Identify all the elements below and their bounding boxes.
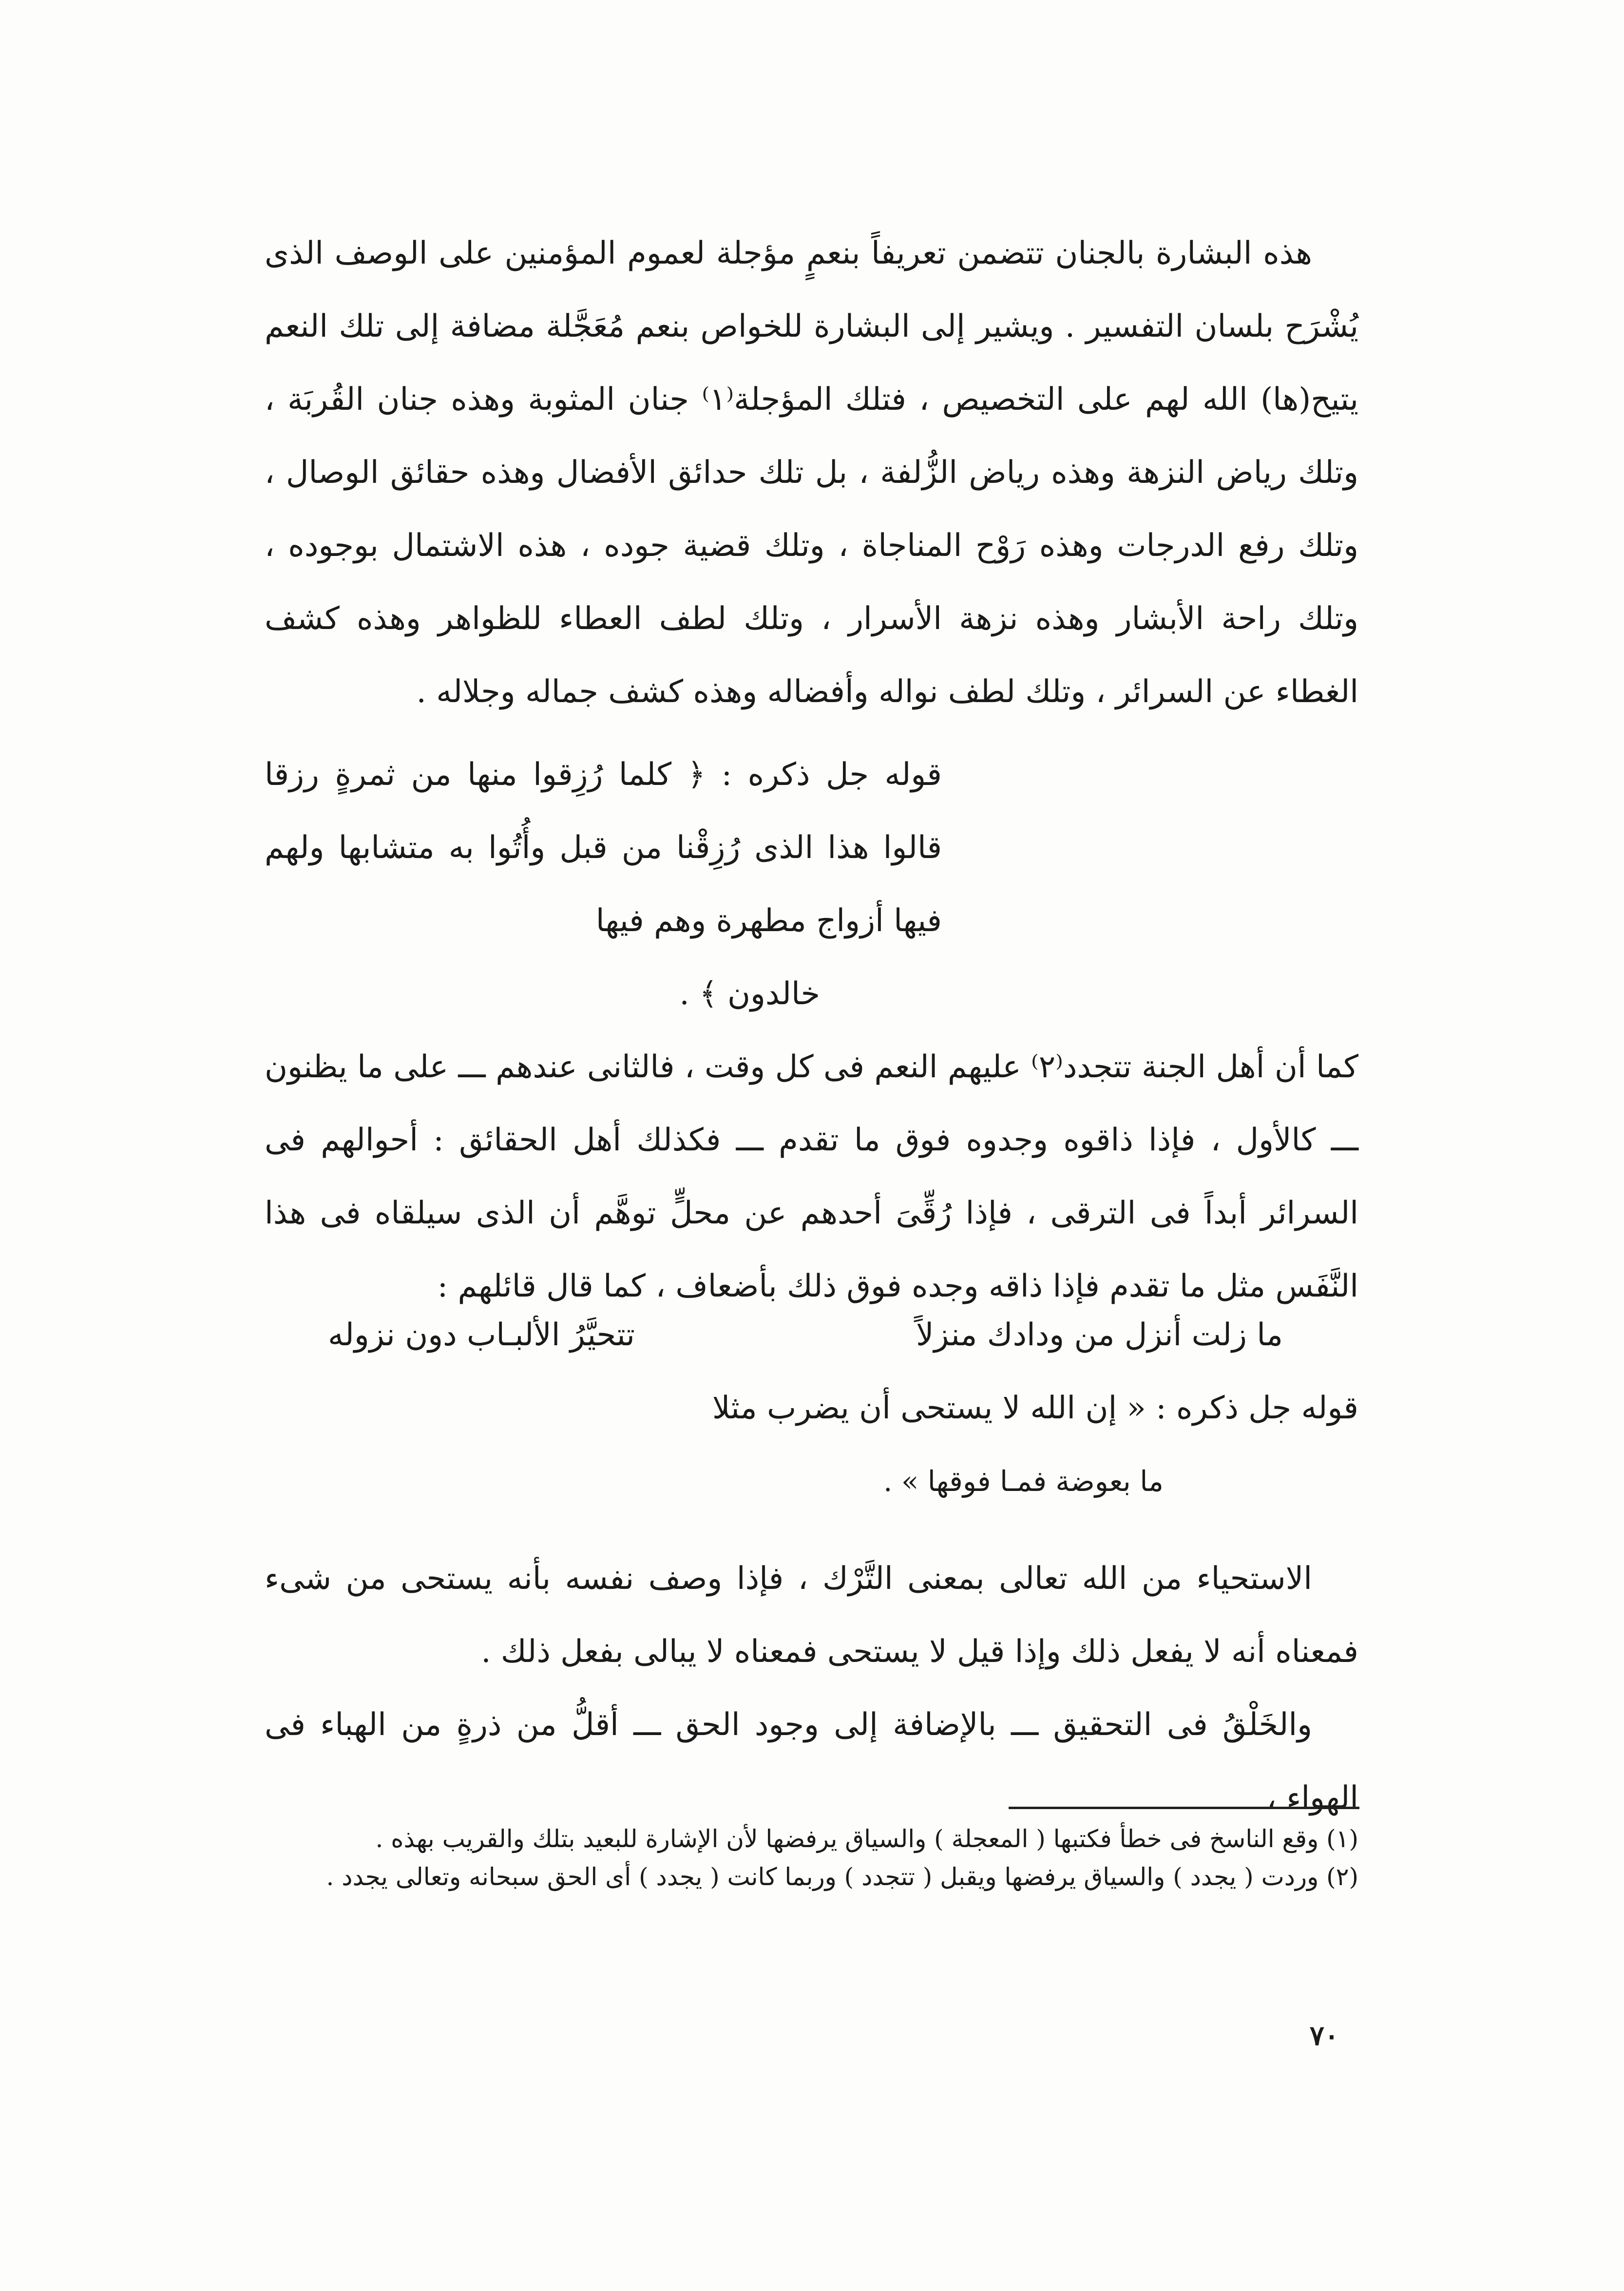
verse-2-line-2: ما بعوضة فمـا فوقها » . [883, 1465, 1164, 1498]
poetry-hemistich-2: تتحيَّرُ الألبـاب دون نزوله [328, 1317, 635, 1353]
footnote-divider [1009, 1807, 1359, 1809]
quran-verse-1 [265, 738, 942, 1031]
intro-paragraph: هذه البشارة بالجنان تتضمن تعريفاً بنعمٍ مؤجلة لعموم المؤمنين على الوصف الذى يُشْرَح بلسان التفسير . ويشير إلى البشارة للخواص بنعم مُعَجَّلة مضافة إلى تلك النعم يتيح(ها) الله لهم على التخصيص ، فتلك المؤجلة⁽١⁾ جنان المثوبة وهذه جنان القُربَة ، وتلك رياض النزهة وهذه رياض الزُّلفة ، بل تلك حدائق الأفضال وهذه حقائق الوصال ، وتلك رفع الدرجات وهذه رَوْح المناجاة ، وتلك قضية جوده ، هذه الاشتمال بوجوده ، وتلك راحة الأبشار وهذه نزهة الأسرار ، وتلك لطف العطاء للظواهر وهذه كشف الغطاء عن السرائر ، وتلك لطف نواله وأفضاله وهذه كشف جماله وجلاله . [265, 235, 1358, 710]
poetry-hemistich-1: ما زلت أنزل من ودادك منزلاً [916, 1317, 1283, 1353]
page-number: ٧٠ [1309, 2020, 1339, 2052]
verse-1-line-1: قوله جل ذكره : ﴿ كلما رُزِقوا منها من ثمرةٍ رزقا قالوا [265, 757, 942, 866]
verse-2-line-1: قوله جل ذكره : « إن الله لا يستحى أن يضرب مثلا [712, 1390, 1358, 1426]
verse-1-line-4: خالدون ﴾ . [679, 976, 820, 1012]
verse-1-line-3: متشابها ولهم فيها أزواج مطهرة وهم فيها [265, 830, 942, 939]
quran-verse-2 [265, 1372, 1358, 1518]
footnotes [265, 1820, 1358, 1896]
commentary-paragraph-3: الاستحياء من الله تعالى بمعنى التَّرْك ، فإذا وصف نفسه بأنه يستحى من شىء فمعناه أنه لا يفعل ذلك وإذا قيل لا يستحى فمعناه لا يبالى بفعل ذلك . [265, 1561, 1358, 1670]
footnote-1: (١) وقع الناسخ فى خطأ فكتبها ( المعجلة ) والسياق يرفضها لأن الإشارة للبعيد بتلك والقريب بهذه . [375, 1825, 1358, 1853]
footnote-2: (٢) وردت ( يجدد ) والسياق يرفضها ويقبل ( تتجدد ) وربما كانت ( يجدد ) أى الحق سبحانه وتعالى يجدد . [326, 1863, 1358, 1891]
commentary-paragraph-4: والخَلْقُ فى التحقيق ـــ بالإضافة إلى وجود الحق ـــ أقلُّ من ذرةٍ من الهباء فى الهواء ، [265, 1707, 1358, 1816]
verse-1-line-2: هذا الذى رُزِقْنا من قبل وأُتُوا به [448, 830, 869, 866]
commentary-paragraph-2: كما أن أهل الجنة تتجدد⁽٢⁾ عليهم النعم فى كل وقت ، فالثانى عندهم ـــ على ما يظنون ـــ كالأول ، فإذا ذاقوه وجدوه فوق ما تقدم ـــ فكذلك أهل الحقائق : أحوالهم فى السرائر أبداً فى الترقى ، فإذا رُقِّىَ أحدهم عن محلٍّ توهَّم أن الذى سيلقاه فى هذا النَّفَس مثل ما تقدم فإذا ذاقه وجده فوق ذلك بأضعاف ، كما قال قائلهم : [265, 1049, 1359, 1304]
poetry-verse [328, 1298, 1283, 1372]
